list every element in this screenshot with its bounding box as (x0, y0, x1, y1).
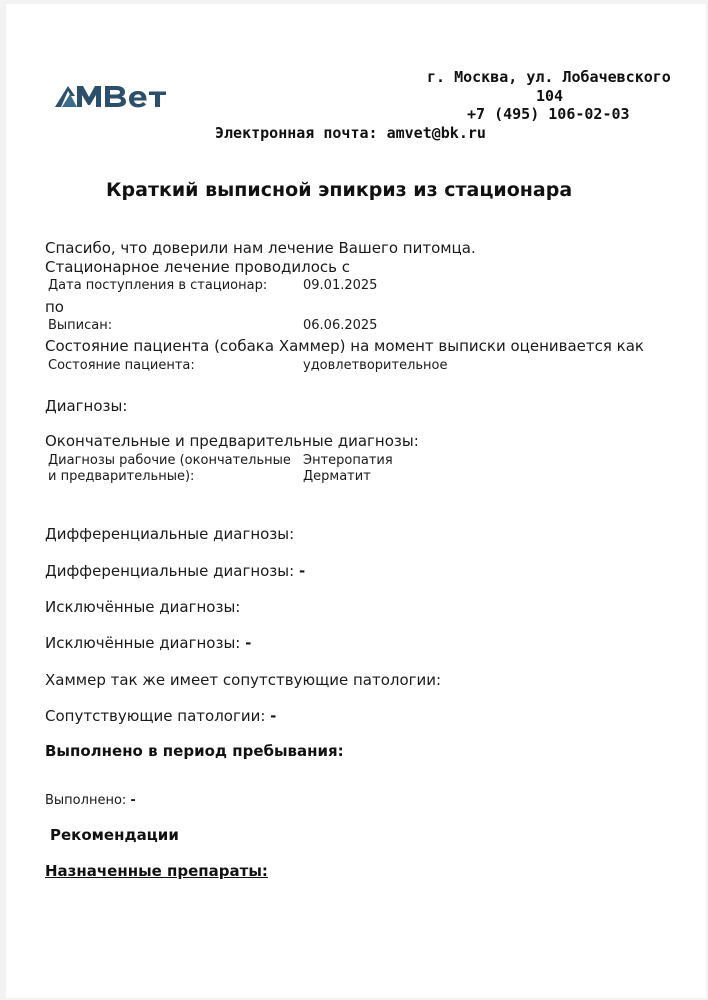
comorbid-heading: Хаммер так же имеет сопутствующие патологии: (45, 671, 442, 689)
working-diagnosis-item: Энтеропатия (303, 453, 393, 468)
document-page (6, 4, 706, 998)
performed-line (45, 793, 136, 808)
excluded-value: - (245, 634, 252, 652)
performed-heading: Выполнено в период пребывания: (45, 742, 344, 760)
recommendations-heading: Рекомендации (50, 826, 179, 844)
differential-label: Дифференциальные диагнозы: (45, 562, 295, 580)
ambet-logo (53, 80, 178, 112)
address-line-2: 104 (536, 87, 564, 105)
document-title: Краткий выписной эпикриз из стационара (106, 179, 573, 201)
differential-value: - (298, 562, 306, 580)
address-line-1: г. Москва, ул. Лобачевского (427, 68, 671, 86)
discharge-label: Выписан: (48, 318, 113, 333)
excluded-label: Исключённые диагнозы: (45, 634, 241, 652)
condition-value: удовлетворительное (303, 358, 448, 373)
phone-number: +7 (495) 106-02-03 (467, 105, 630, 123)
to-word: по (45, 298, 64, 316)
comorbid-label: Сопутствующие патологии: (45, 707, 266, 725)
working-diagnoses-label-1: Диагнозы рабочие (окончательные (48, 453, 291, 468)
email-line (215, 124, 486, 142)
excluded-line (45, 634, 251, 652)
admission-date: 09.01.2025 (303, 278, 378, 293)
treatment-period-text: Стационарное лечение проводилось с (45, 258, 351, 276)
email-address: amvet@bk.ru (386, 124, 486, 142)
performed-label: Выполнено: (45, 793, 127, 808)
discharge-date: 06.06.2025 (303, 318, 378, 333)
working-diagnosis-item: Дерматит (303, 469, 371, 484)
prescribed-drugs-heading: Назначенные препараты: (45, 862, 268, 880)
email-label: Электронная почта: (215, 124, 378, 142)
excluded-heading: Исключённые диагнозы: (45, 598, 241, 616)
working-diagnoses-label-2: и предварительные): (48, 469, 195, 484)
condition-sentence: Состояние пациента (собака Хаммер) на момент выписки оценивается как (45, 337, 644, 355)
logo-graphic (53, 80, 178, 112)
final-diagnoses-heading: Окончательные и предварительные диагнозы: (45, 432, 419, 450)
diagnoses-heading: Диагнозы: (45, 397, 128, 415)
comorbid-line (45, 707, 276, 725)
comorbid-value: - (270, 707, 277, 725)
performed-value: - (130, 793, 136, 808)
condition-label: Состояние пациента: (48, 358, 195, 373)
differential-heading: Дифференциальные диагнозы: (45, 525, 295, 543)
thanks-text: Спасибо, что доверили нам лечение Вашего питомца. (45, 239, 476, 257)
admission-label: Дата поступления в стационар: (48, 278, 268, 293)
differential-line (45, 562, 305, 580)
